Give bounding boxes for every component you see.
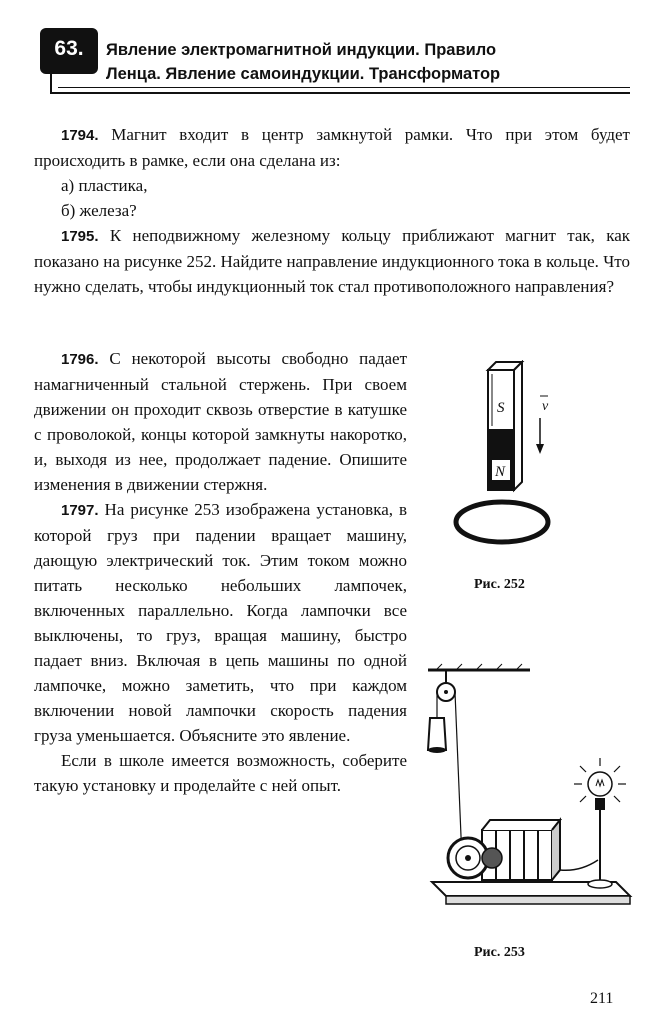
lamp-bulb [588, 772, 612, 796]
problem-1797-number: 1797. [61, 502, 99, 519]
header-rule [50, 92, 630, 94]
problems-column [34, 346, 407, 798]
problem-1794-text: Магнит входит в центр замкнутой рамки. Что при этом будет происходить в рамке, если она сделана из: [34, 125, 630, 170]
figure-252-caption: Рис. 252 [474, 577, 525, 592]
weight-base [428, 747, 446, 753]
section-title-line1: Явление электромагнитной индукции. Правило [106, 41, 497, 59]
pulley-axle [444, 690, 448, 694]
pole-n-label: N [495, 464, 506, 480]
problem-1797 [34, 497, 407, 748]
problem-1795-number: 1795. [61, 228, 99, 245]
header-rule-thin [58, 87, 630, 88]
velocity-arrowhead [536, 444, 544, 454]
section-title [106, 38, 646, 86]
figure-253-caption: Рис. 253 [474, 945, 525, 960]
problem-1797-text: На рисунке 253 изображена установка, в которой груз при падении вращает машину, дающую электрический ток. Этим током можно питать несколько небольших лампочек, включенных параллельно. Когда лампочки все выключены, то груз, вращая машину, быстро падает вниз. Включая в цепь машины по одной лампочке, можно заметить, что при каждом включении новой лампочки скорость падения груза уменьшается. Объясните это явление. [34, 500, 408, 745]
pole-s-label: S [497, 400, 505, 416]
generator-top [482, 820, 560, 830]
drive-string [455, 692, 462, 860]
page-number: 211 [590, 990, 614, 1007]
lamp-socket [595, 798, 605, 810]
problem-1796 [34, 346, 407, 497]
problem-1796-number: 1796. [61, 351, 99, 368]
problem-1794-option-a: а) пластика, [61, 176, 148, 195]
figure-252 [450, 360, 580, 560]
iron-ring [456, 502, 548, 542]
problem-1795-text: К неподвижному железному кольцу приближают магнит так, как показано на рисунке 252. Найдите направление индукционного тока в кольце. Что нужно сделать, чтобы индукционный ток стал противоположного направления? [34, 226, 631, 296]
header-rule-vertical [50, 74, 52, 94]
base-board-front [446, 896, 630, 904]
weight [428, 718, 446, 750]
lamp-wire [560, 860, 598, 870]
generator-side [552, 820, 560, 880]
problem-1797-text2: Если в школе имеется возможность, соберите такую установку и проделайте с ней опыт. [34, 751, 407, 795]
lamp-base [588, 880, 612, 888]
problem-1796-text: С некоторой высоты свободно падает намагниченный стальной стержень. При своем движении он проходит сквозь отверстие в катушке с проволокой, концы которой замкнуты накоротко, и, выходя из нее, продолжает падение. Опишите изменения в движении стержня. [34, 349, 407, 494]
section-number: 63. [54, 37, 84, 60]
problem-1794-option-b: б) железа? [61, 201, 137, 220]
section-title-line2: Ленца. Явление самоиндукции. Трансформатор [106, 65, 501, 83]
problem-1795 [34, 223, 630, 299]
problems-fullwidth [34, 122, 630, 299]
magnet-side [514, 362, 522, 490]
velocity-label: v [542, 399, 549, 414]
problem-1794 [34, 122, 630, 173]
figure-253 [420, 660, 650, 930]
problem-1794-number: 1794. [61, 127, 99, 144]
gear [482, 848, 502, 868]
